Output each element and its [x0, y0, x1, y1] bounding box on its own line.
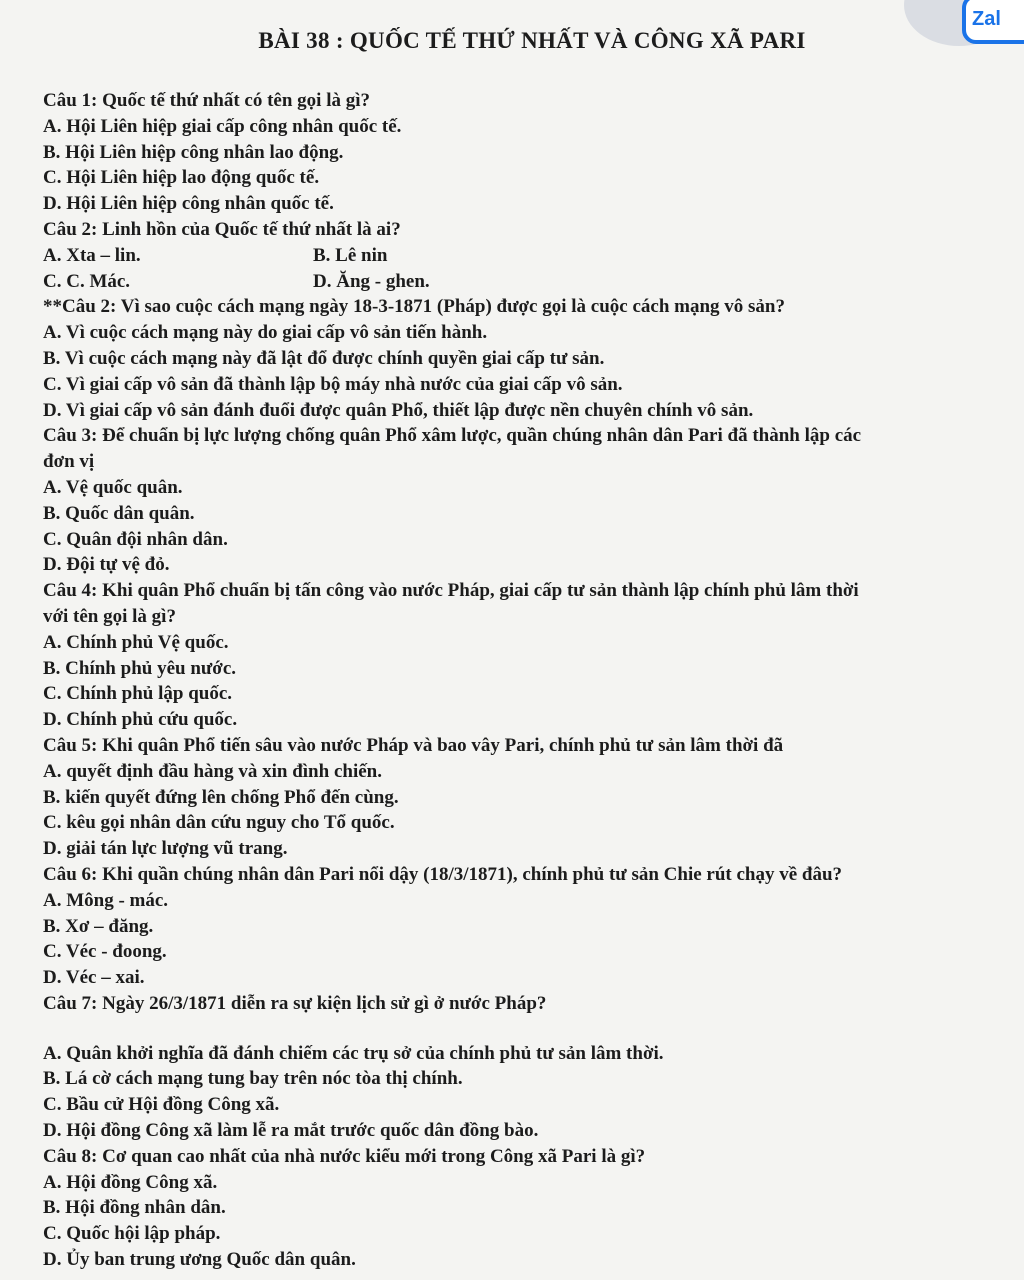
answer-option: C. Vì giai cấp vô sản đã thành lập bộ máy nhà nước của giai cấp vô sản. [43, 373, 623, 395]
answer-option: C. Hội Liên hiệp lao động quốc tế. [43, 167, 320, 189]
question-text: Câu 7: Ngày 26/3/1871 diễn ra sự kiện lịch sử gì ở nước Pháp? [43, 992, 547, 1014]
answer-option: C. Quân đội nhân dân. [43, 528, 228, 550]
answer-option: C. Quốc hội lập pháp. [43, 1223, 221, 1245]
question-list [43, 88, 1018, 1273]
question-text: Câu 4: Khi quân Phổ chuẩn bị tấn công vào nước Pháp, giai cấp tư sản thành lập chính phủ lâm thời [43, 580, 859, 602]
answer-option: C. kêu gọi nhân dân cứu nguy cho Tổ quốc. [43, 812, 395, 834]
answer-option: A. Hội Liên hiệp giai cấp công nhân quốc tế. [43, 115, 402, 137]
answer-option: D. Hội đồng Công xã làm lễ ra mắt trước quốc dân đồng bào. [43, 1120, 539, 1142]
answer-option: A. quyết định đầu hàng và xin đình chiến. [43, 760, 382, 782]
answer-option: A. Chính phủ Vệ quốc. [43, 631, 229, 653]
answer-option: C. C. Mác. [43, 270, 131, 292]
answer-option: B. Hội Liên hiệp công nhân lao động. [43, 141, 344, 163]
answer-option: D. giải tán lực lượng vũ trang. [43, 838, 288, 860]
question-text: Câu 3: Để chuẩn bị lực lượng chống quân Phổ xâm lược, quần chúng nhân dân Pari đã thành lập các [43, 425, 862, 447]
question-text-continued: với tên gọi là gì? [43, 605, 176, 627]
answer-option: B. Hội đồng nhân dân. [43, 1197, 226, 1219]
zalo-app-label: Zal [972, 8, 1001, 30]
answer-option: D. Hội Liên hiệp công nhân quốc tế. [43, 193, 334, 215]
answer-option: B. Lê nin [313, 244, 388, 266]
answer-option: D. Đội tự vệ đỏ. [43, 554, 170, 576]
answer-option: D. Vì giai cấp vô sản đánh đuổi được quân Phổ, thiết lập được nền chuyên chính vô sản. [43, 399, 754, 421]
question-text: **Câu 2: Vì sao cuộc cách mạng ngày 18-3-1871 (Pháp) được gọi là cuộc cách mạng vô sản? [43, 296, 785, 318]
question-text: Câu 1: Quốc tế thứ nhất có tên gọi là gì? [43, 90, 371, 111]
answer-option: A. Xta – lin. [43, 244, 141, 266]
question-text-continued: đơn vị [43, 451, 95, 473]
answer-option: A. Hội đồng Công xã. [43, 1171, 218, 1193]
answer-row [43, 243, 1018, 269]
answer-option: B. Lá cờ cách mạng tung bay trên nóc tòa thị chính. [43, 1068, 463, 1090]
answer-option: D. Ủy ban trung ương Quốc dân quân. [43, 1249, 356, 1271]
answer-option: C. Bầu cử Hội đồng Công xã. [43, 1094, 280, 1116]
answer-option: D. Ăng - ghen. [313, 270, 430, 292]
page-title: BÀI 38 : QUỐC TẾ THỨ NHẤT VÀ CÔNG XÃ PARI [258, 28, 806, 53]
question-text: Câu 6: Khi quần chúng nhân dân Pari nổi dậy (18/3/1871), chính phủ tư sản Chie rút chạy về đâu? [43, 863, 843, 885]
answer-option: C. Chính phủ lập quốc. [43, 683, 233, 705]
answer-option: C. Véc - đoong. [43, 941, 167, 963]
answer-option: A. Vệ quốc quân. [43, 476, 183, 498]
answer-option: A. Vì cuộc cách mạng này do giai cấp vô sản tiến hành. [43, 322, 488, 344]
answer-option: B. Vì cuộc cách mạng này đã lật đổ được chính quyền giai cấp tư sản. [43, 347, 605, 369]
spacer [43, 1017, 1018, 1041]
question-text: Câu 2: Linh hồn của Quốc tế thứ nhất là ai? [43, 218, 401, 240]
answer-option: B. Xơ – đăng. [43, 915, 154, 937]
answer-option: A. Quân khởi nghĩa đã đánh chiếm các trụ sở của chính phủ tư sản lâm thời. [43, 1042, 664, 1064]
answer-option: D. Chính phủ cứu quốc. [43, 709, 238, 731]
answer-option: D. Véc – xai. [43, 967, 145, 989]
answer-row [43, 269, 1018, 295]
answer-option: B. Chính phủ yêu nước. [43, 657, 236, 679]
question-text: Câu 5: Khi quân Phổ tiến sâu vào nước Pháp và bao vây Pari, chính phủ tư sản lâm thời đã [43, 734, 784, 756]
answer-option: B. kiến quyết đứng lên chống Phổ đến cùng. [43, 786, 399, 808]
answer-option: B. Quốc dân quân. [43, 502, 195, 524]
answer-option: A. Mông - mác. [43, 889, 169, 911]
question-text: Câu 8: Cơ quan cao nhất của nhà nước kiểu mới trong Công xã Pari là gì? [43, 1145, 646, 1167]
